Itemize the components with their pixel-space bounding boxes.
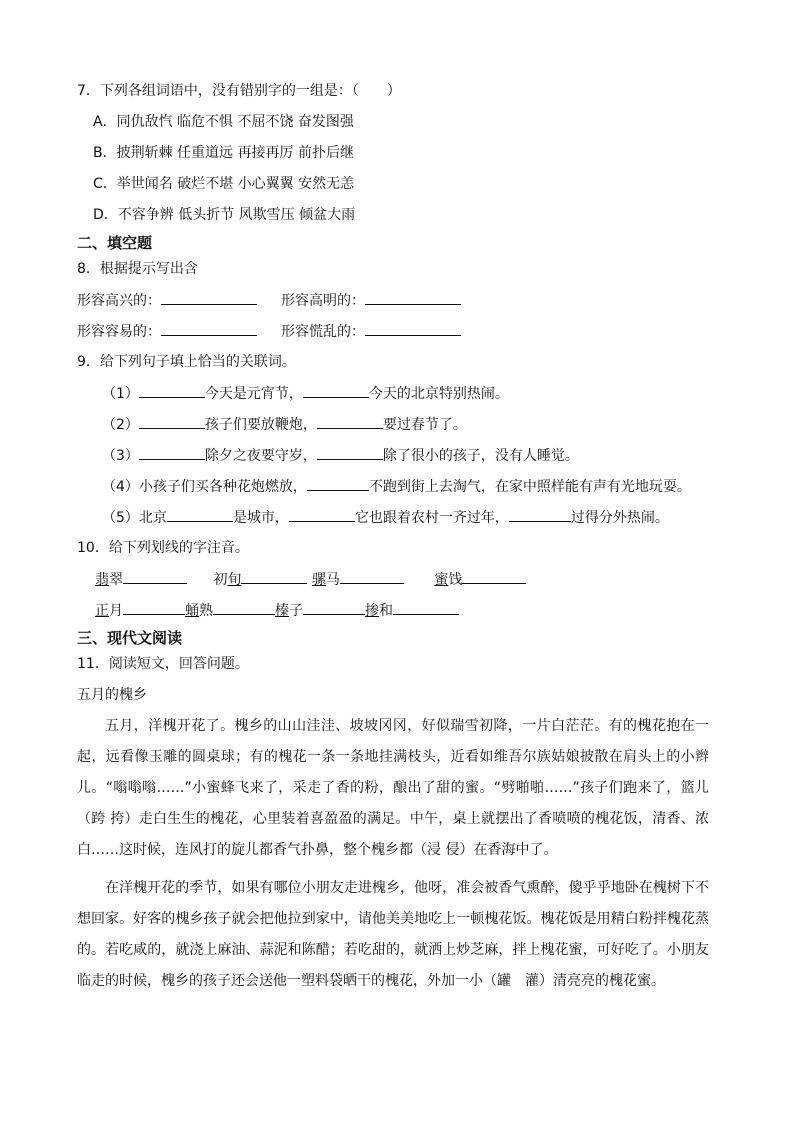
q8-item (77, 321, 257, 342)
answer-blank[interactable] (123, 600, 185, 615)
answer-blank[interactable] (365, 321, 461, 336)
q11-stem: 11．阅读短文，回答问题。 (77, 656, 249, 672)
answer-blank[interactable] (213, 600, 275, 615)
sentence-text: 除了很小的孩子，没有人睡觉。 (382, 448, 579, 464)
sentence-number: （3） (102, 448, 139, 464)
word-char: 子 (289, 603, 303, 619)
answer-blank[interactable] (303, 383, 369, 398)
q7-option-b: B．披荆斩棘 任重道远 再接再厉 前扑后继 (93, 145, 354, 161)
sentence-text: 除夕之夜要守岁， (204, 448, 317, 464)
sentence-text: 孩子们要放鞭炮， (204, 417, 317, 433)
answer-blank[interactable] (365, 290, 461, 305)
q8-label-clever: 形容高明的： (281, 293, 365, 309)
answer-blank[interactable] (509, 507, 571, 522)
answer-blank[interactable] (123, 569, 187, 584)
q7-option-d: D．不容争辨 低头折节 风欺雪压 倾盆大雨 (93, 207, 356, 223)
answer-blank[interactable] (307, 476, 369, 491)
q9-sentence-3 (102, 445, 579, 466)
q8-item (281, 321, 461, 342)
q10-stem: 10．给下列划线的字注音。 (77, 540, 249, 556)
answer-blank[interactable] (393, 600, 459, 615)
sentence-text: 今天的北京特别热闹。 (368, 386, 509, 402)
sentence-text: 要过春节了。 (382, 417, 467, 433)
sentence-text: 是城市， (232, 510, 289, 526)
q9-sentence-4 (102, 476, 691, 497)
word-char: 马 (325, 572, 340, 588)
word-char: 翠 (109, 572, 123, 588)
sentence-text: 过得分外热闹。 (570, 510, 669, 526)
answer-blank[interactable] (462, 569, 526, 584)
passage-title: 五月的槐乡 (77, 687, 147, 703)
passage-body (77, 711, 709, 997)
word-char: 和 (379, 603, 393, 619)
sentence-text: 它也跟着农村一齐过年， (354, 510, 509, 526)
answer-blank[interactable] (139, 445, 205, 460)
sentence-text: 不跑到街上去淘气，在家中照样能有声有光地玩耍。 (368, 479, 691, 495)
sentence-text: （5）北京 (102, 510, 167, 526)
q10-row-1 (95, 569, 526, 590)
section-heading-fill-blank: 二、填空题 (77, 234, 153, 252)
q7-option-c: C．举世闻名 破烂不堪 小心翼翼 安然无恙 (93, 176, 355, 192)
answer-blank[interactable] (139, 383, 205, 398)
answer-blank[interactable] (317, 445, 383, 460)
q9-sentence-1 (102, 383, 509, 404)
underlined-char: 骡 (311, 572, 326, 588)
q9-stem: 9．给下列句子填上恰当的关联词。 (77, 354, 296, 370)
underlined-char: 蛹 (185, 603, 199, 619)
answer-blank[interactable] (167, 507, 233, 522)
q9-sentence-5 (102, 507, 669, 528)
passage-paragraph-1: 五月，洋槐开花了。槐乡的山山洼洼、坡坡冈冈，好似瑞雪初降，一片白茫茫。有的槐花抱在一起，远看像玉雕的圆桌球；有的槐花一条一条地挂满枝头，近看如维吾尔族姑娘披散在肩头上的小辫儿。“嗡嗡嗡……”小蜜蜂飞来了，采走了香的粉，酿出了甜的蜜。“劈啪啪……”孩子们跑来了，篮儿（跨 挎）走白生生的槐花，心里装着喜盈盈的满足。中午，桌上就摆出了香喷喷的槐花饭，清香、浓白……这时候，连风打的旋儿都香气扑鼻，整个槐乡都（浸 侵）在香海中了。 (77, 718, 709, 858)
underlined-char: 掺 (365, 603, 379, 619)
answer-blank[interactable] (317, 414, 383, 429)
q10-row-2 (95, 600, 459, 621)
answer-blank[interactable] (139, 414, 205, 429)
sentence-text: 今天是元宵节， (204, 386, 303, 402)
q7-option-a: A．同仇敌忾 临危不惧 不屈不饶 奋发图强 (93, 114, 354, 130)
q7-stem: 7．下列各组词语中，没有错别字的一组是：（ ） (77, 83, 401, 99)
underlined-char: 翡 (95, 572, 109, 588)
sentence-text: （4）小孩子们买各种花炮燃放， (102, 479, 307, 495)
answer-blank[interactable] (289, 507, 355, 522)
q9-sentence-2 (102, 414, 467, 435)
underlined-char: 正 (95, 603, 109, 619)
word-char: 饯 (448, 572, 463, 588)
q8-label-happy: 形容高兴的： (77, 293, 161, 309)
word-char: 熟 (199, 603, 213, 619)
q8-label-easy: 形容容易的： (77, 324, 161, 340)
answer-blank[interactable] (340, 569, 404, 584)
word-char: 初 (213, 572, 228, 588)
q8-item (77, 290, 257, 311)
answer-blank[interactable] (161, 290, 257, 305)
sentence-number: （1） (102, 386, 139, 402)
answer-blank[interactable] (161, 321, 257, 336)
q8-stem: 8．根据提示写出含 (77, 261, 198, 277)
answer-blank[interactable] (241, 569, 307, 584)
underlined-char: 榛 (275, 603, 289, 619)
underlined-char: 旬 (227, 572, 242, 588)
section-heading-reading: 三、现代文阅读 (77, 629, 183, 647)
word-char: 月 (109, 603, 123, 619)
q8-item (281, 290, 461, 311)
answer-blank[interactable] (303, 600, 365, 615)
sentence-number: （2） (102, 417, 139, 433)
passage-paragraph-2: 在洋槐开花的季节，如果有哪位小朋友走进槐乡，他呀，准会被香气熏醉，傻乎乎地卧在槐树下不想回家。好客的槐乡孩子就会把他拉到家中，请他美美地吃上一顿槐花饭。槐花饭是用精白粉拌槐花蒸的。若吃咸的，就浇上麻油、蒜泥和陈醋；若吃甜的，就洒上炒芝麻，拌上槐花蜜，可好吃了。小朋友临走的时候，槐乡的孩子还会送他一塑料袋晒干的槐花，外加一小（罐 灌）清亮亮的槐花蜜。 (77, 880, 709, 989)
q8-label-flustered: 形容慌乱的： (281, 324, 365, 340)
underlined-char: 蜜 (434, 572, 449, 588)
